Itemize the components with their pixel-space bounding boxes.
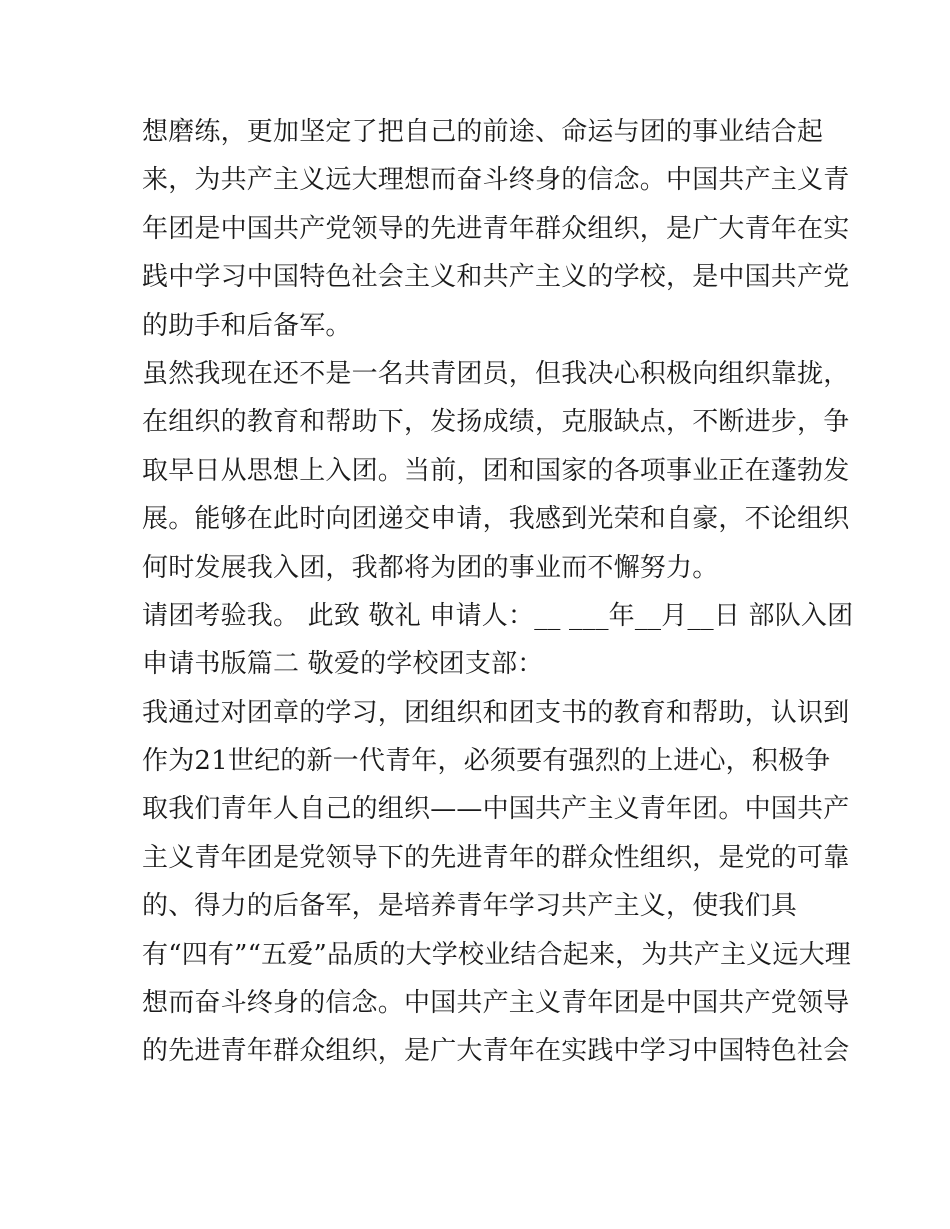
text-line: 何时发展我入团，我都将为团的事业而不懈努力。 [142, 552, 719, 583]
text-line: 践中学习中国特色社会主义和共产主义的学校，是中国共产党 [142, 262, 850, 293]
document-body [142, 108, 854, 1076]
text-line: 的助手和后备军。 [142, 310, 352, 341]
text-line: 作为21世纪的新一代青年，必须要有强烈的上进心，积极争 [142, 746, 831, 777]
text-line: 来，为共产主义远大理想而奋斗终身的信念。中国共产主义青 [142, 165, 850, 196]
text-line: 取早日从思想上入团。当前，团和国家的各项事业正在蓬勃发 [142, 455, 850, 486]
text-line: 虽然我现在还不是一名共青团员，但我决心积极向组织靠拢， [142, 358, 850, 389]
text-line: 请团考验我。 此致 敬礼 申请人：__ ___年__月__日 部队入团 [142, 600, 854, 631]
text-line: 在组织的教育和帮助下，发扬成绩，克服缺点，不断进步，争 [142, 407, 850, 438]
text-line: 有“四有”“五爱”品质的大学校业结合起来，为共产主义远大理 [142, 939, 851, 970]
text-line: 想而奋斗终身的信念。中国共产主义青年团是中国共产党领导 [142, 988, 850, 1019]
text-line: 展。能够在此时向团递交申请，我感到光荣和自豪，不论组织 [142, 504, 850, 535]
text-line: 想磨练，更加坚定了把自己的前途、命运与团的事业结合起 [142, 117, 824, 147]
text-line: 我通过对团章的学习，团组织和团支书的教育和帮助，认识到 [142, 697, 850, 728]
text-line: 的先进青年群众组织，是广大青年在实践中学习中国特色社会 [142, 1036, 850, 1067]
text-line: 取我们青年人自己的组织——中国共产主义青年团。中国共产 [142, 794, 850, 825]
text-line: 年团是中国共产党领导的先进青年群众组织，是广大青年在实 [142, 213, 850, 244]
text-line: 申请书版篇二 敬爱的学校团支部： [142, 649, 544, 680]
text-line: 主义青年团是党领导下的先进青年的群众性组织，是党的可靠 [142, 842, 850, 873]
text-line: 的、得力的后备军，是培养青年学习共产主义，使我们具 [142, 891, 798, 922]
